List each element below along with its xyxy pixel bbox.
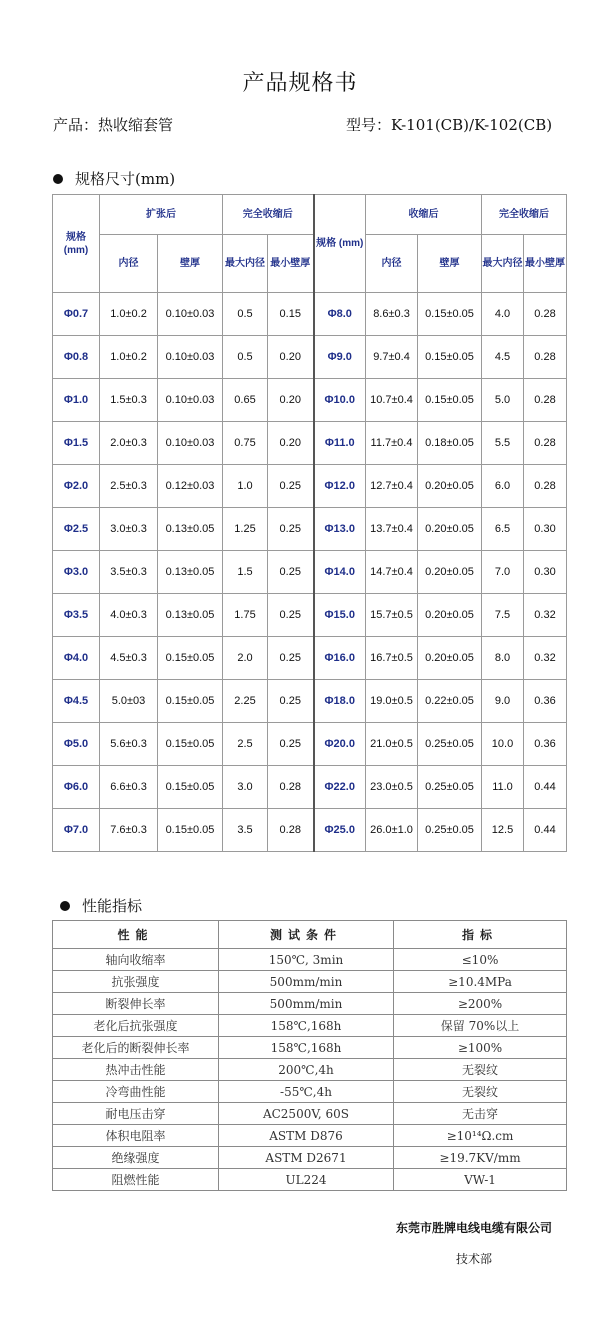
header-wall-right: 壁厚 (418, 235, 482, 293)
cell-max-inner-right: 8.0 (482, 637, 524, 680)
cell-spec-left: Φ6.0 (53, 766, 100, 809)
cell-property: 热冲击性能 (53, 1059, 219, 1081)
cell-property: 体积电阻率 (53, 1125, 219, 1147)
cell-inner-dia-left: 2.5±0.3 (100, 465, 158, 508)
cell-spec-left: Φ5.0 (53, 723, 100, 766)
cell-min-wall-right: 0.30 (524, 551, 567, 594)
cell-wall-left: 0.13±0.05 (158, 551, 223, 594)
cell-spec-right: Φ8.0 (314, 293, 366, 336)
cell-max-inner-right: 4.5 (482, 336, 524, 379)
cell-wall-right: 0.20±0.05 (418, 551, 482, 594)
section-spec-label: 规格尺寸(mm) (75, 170, 176, 188)
perf-row (53, 1169, 567, 1191)
cell-property: 老化后抗张强度 (53, 1015, 219, 1037)
cell-max-inner-left: 1.0 (223, 465, 268, 508)
cell-min-wall-left: 0.25 (268, 637, 314, 680)
performance-table (52, 920, 567, 1191)
spec-row (53, 336, 567, 379)
cell-inner-dia-right: 9.7±0.4 (366, 336, 418, 379)
cell-max-inner-left: 1.25 (223, 508, 268, 551)
cell-inner-dia-right: 21.0±0.5 (366, 723, 418, 766)
cell-condition: -55℃,4h (219, 1081, 394, 1103)
cell-spec-left: Φ0.7 (53, 293, 100, 336)
cell-spec-right: Φ12.0 (314, 465, 366, 508)
cell-spec-right: Φ20.0 (314, 723, 366, 766)
cell-inner-dia-left: 1.0±0.2 (100, 336, 158, 379)
spec-row (53, 594, 567, 637)
spec-row (53, 293, 567, 336)
cell-max-inner-left: 0.65 (223, 379, 268, 422)
spec-row (53, 637, 567, 680)
cell-wall-right: 0.18±0.05 (418, 422, 482, 465)
cell-wall-right: 0.20±0.05 (418, 594, 482, 637)
cell-wall-left: 0.10±0.03 (158, 379, 223, 422)
cell-index: 保留 70%以上 (394, 1015, 567, 1037)
cell-condition: UL224 (219, 1169, 394, 1191)
cell-condition: 158℃,168h (219, 1015, 394, 1037)
spec-row (53, 508, 567, 551)
cell-min-wall-right: 0.36 (524, 680, 567, 723)
cell-wall-right: 0.20±0.05 (418, 637, 482, 680)
cell-min-wall-left: 0.15 (268, 293, 314, 336)
product-line: 产品：热收缩套管 (53, 116, 174, 134)
cell-wall-left: 0.15±0.05 (158, 723, 223, 766)
cell-spec-right: Φ15.0 (314, 594, 366, 637)
cell-inner-dia-right: 10.7±0.4 (366, 379, 418, 422)
cell-max-inner-left: 0.5 (223, 293, 268, 336)
cell-min-wall-left: 0.20 (268, 336, 314, 379)
cell-max-inner-left: 1.5 (223, 551, 268, 594)
cell-condition: 500mm/min (219, 971, 394, 993)
cell-max-inner-right: 6.5 (482, 508, 524, 551)
cell-min-wall-right: 0.28 (524, 379, 567, 422)
cell-wall-right: 0.15±0.05 (418, 293, 482, 336)
cell-spec-left: Φ1.0 (53, 379, 100, 422)
cell-index: ≥200% (394, 993, 567, 1015)
spec-row (53, 422, 567, 465)
cell-inner-dia-right: 26.0±1.0 (366, 809, 418, 852)
cell-max-inner-right: 10.0 (482, 723, 524, 766)
cell-index: ≥19.7KV/mm (394, 1147, 567, 1169)
cell-inner-dia-right: 23.0±0.5 (366, 766, 418, 809)
cell-condition: ASTM D876 (219, 1125, 394, 1147)
cell-spec-right: Φ25.0 (314, 809, 366, 852)
cell-spec-left: Φ0.8 (53, 336, 100, 379)
cell-max-inner-right: 11.0 (482, 766, 524, 809)
cell-inner-dia-right: 13.7±0.4 (366, 508, 418, 551)
header-min-wall-right: 最小壁厚 (524, 235, 567, 293)
bullet-icon (60, 901, 70, 911)
cell-min-wall-left: 0.25 (268, 723, 314, 766)
cell-min-wall-right: 0.28 (524, 336, 567, 379)
cell-condition: 158℃,168h (219, 1037, 394, 1059)
perf-row (53, 949, 567, 971)
spec-row (53, 379, 567, 422)
spec-row (53, 680, 567, 723)
cell-wall-left: 0.12±0.03 (158, 465, 223, 508)
perf-row (53, 1015, 567, 1037)
cell-spec-left: Φ3.0 (53, 551, 100, 594)
cell-min-wall-right: 0.30 (524, 508, 567, 551)
header-inner-dia-right: 内径 (366, 235, 418, 293)
section-perf-heading (60, 895, 142, 916)
cell-inner-dia-left: 2.0±0.3 (100, 422, 158, 465)
cell-index: ≥100% (394, 1037, 567, 1059)
cell-property: 阻燃性能 (53, 1169, 219, 1191)
cell-min-wall-right: 0.28 (524, 293, 567, 336)
cell-min-wall-left: 0.25 (268, 680, 314, 723)
cell-inner-dia-left: 3.5±0.3 (100, 551, 158, 594)
cell-spec-right: Φ10.0 (314, 379, 366, 422)
cell-condition: 500mm/min (219, 993, 394, 1015)
header-max-inner-right: 最大内径 (482, 235, 524, 293)
cell-inner-dia-left: 5.6±0.3 (100, 723, 158, 766)
cell-min-wall-right: 0.28 (524, 465, 567, 508)
cell-max-inner-left: 3.5 (223, 809, 268, 852)
cell-index: 无裂纹 (394, 1081, 567, 1103)
cell-max-inner-right: 12.5 (482, 809, 524, 852)
cell-inner-dia-right: 12.7±0.4 (366, 465, 418, 508)
cell-wall-left: 0.13±0.05 (158, 594, 223, 637)
cell-property: 老化后的断裂伸长率 (53, 1037, 219, 1059)
perf-row (53, 1125, 567, 1147)
company-name: 东莞市胜牌电线电缆有限公司 (396, 1221, 553, 1235)
department: 技术部 (456, 1252, 493, 1266)
cell-wall-right: 0.15±0.05 (418, 336, 482, 379)
cell-min-wall-left: 0.20 (268, 379, 314, 422)
cell-inner-dia-left: 4.5±0.3 (100, 637, 158, 680)
section-spec-heading (53, 168, 175, 189)
cell-spec-left: Φ1.5 (53, 422, 100, 465)
cell-min-wall-right: 0.44 (524, 766, 567, 809)
cell-inner-dia-left: 4.0±0.3 (100, 594, 158, 637)
cell-spec-right: Φ9.0 (314, 336, 366, 379)
spec-row (53, 809, 567, 852)
header-spec-left: 规格 (mm) (53, 195, 100, 293)
cell-condition: 150℃, 3min (219, 949, 394, 971)
header-min-wall-left: 最小壁厚 (268, 235, 314, 293)
cell-max-inner-left: 2.5 (223, 723, 268, 766)
cell-max-inner-right: 4.0 (482, 293, 524, 336)
cell-min-wall-left: 0.25 (268, 465, 314, 508)
cell-wall-right: 0.15±0.05 (418, 379, 482, 422)
cell-wall-right: 0.20±0.05 (418, 508, 482, 551)
header-shrunk: 收缩后 (366, 195, 482, 235)
cell-spec-left: Φ3.5 (53, 594, 100, 637)
header-full-shrink-right: 完全收缩后 (482, 195, 567, 235)
cell-spec-left: Φ4.0 (53, 637, 100, 680)
spec-table (52, 194, 567, 852)
cell-wall-left: 0.15±0.05 (158, 637, 223, 680)
perf-row (53, 1037, 567, 1059)
perf-row (53, 993, 567, 1015)
cell-wall-left: 0.15±0.05 (158, 809, 223, 852)
cell-max-inner-right: 7.5 (482, 594, 524, 637)
section-perf-label: 性能指标 (82, 897, 143, 915)
header-expanded: 扩张后 (100, 195, 223, 235)
cell-min-wall-left: 0.28 (268, 809, 314, 852)
cell-wall-right: 0.25±0.05 (418, 809, 482, 852)
header-wall-left: 壁厚 (158, 235, 223, 293)
cell-index: 无击穿 (394, 1103, 567, 1125)
cell-inner-dia-left: 7.6±0.3 (100, 809, 158, 852)
cell-index: ≥10.4MPa (394, 971, 567, 993)
perf-row (53, 1081, 567, 1103)
cell-max-inner-left: 0.75 (223, 422, 268, 465)
cell-min-wall-right: 0.28 (524, 422, 567, 465)
cell-spec-right: Φ14.0 (314, 551, 366, 594)
cell-spec-left: Φ7.0 (53, 809, 100, 852)
cell-property: 轴向收缩率 (53, 949, 219, 971)
cell-wall-right: 0.25±0.05 (418, 723, 482, 766)
cell-property: 绝缘强度 (53, 1147, 219, 1169)
cell-inner-dia-right: 14.7±0.4 (366, 551, 418, 594)
cell-max-inner-right: 5.5 (482, 422, 524, 465)
cell-max-inner-left: 2.25 (223, 680, 268, 723)
perf-header-condition: 测试条件 (219, 921, 394, 949)
perf-row (53, 1147, 567, 1169)
cell-condition: 200℃,4h (219, 1059, 394, 1081)
header-spec-right: 规格 (mm) (314, 195, 366, 293)
cell-condition: ASTM D2671 (219, 1147, 394, 1169)
header-max-inner-left: 最大内径 (223, 235, 268, 293)
perf-header-index: 指标 (394, 921, 567, 949)
document-title: 产品规格书 (242, 71, 358, 96)
cell-wall-right: 0.22±0.05 (418, 680, 482, 723)
cell-spec-left: Φ2.0 (53, 465, 100, 508)
cell-max-inner-left: 0.5 (223, 336, 268, 379)
cell-wall-left: 0.10±0.03 (158, 293, 223, 336)
cell-max-inner-left: 2.0 (223, 637, 268, 680)
cell-spec-right: Φ16.0 (314, 637, 366, 680)
cell-min-wall-left: 0.25 (268, 551, 314, 594)
cell-wall-left: 0.15±0.05 (158, 680, 223, 723)
cell-min-wall-left: 0.28 (268, 766, 314, 809)
cell-max-inner-right: 5.0 (482, 379, 524, 422)
cell-property: 断裂伸长率 (53, 993, 219, 1015)
cell-index: VW-1 (394, 1169, 567, 1191)
cell-spec-right: Φ22.0 (314, 766, 366, 809)
cell-wall-right: 0.25±0.05 (418, 766, 482, 809)
cell-wall-left: 0.15±0.05 (158, 766, 223, 809)
cell-inner-dia-left: 1.0±0.2 (100, 293, 158, 336)
spec-row (53, 723, 567, 766)
cell-index: ≥10¹⁴Ω.cm (394, 1125, 567, 1147)
cell-max-inner-left: 1.75 (223, 594, 268, 637)
cell-max-inner-right: 7.0 (482, 551, 524, 594)
cell-max-inner-left: 3.0 (223, 766, 268, 809)
perf-row (53, 1103, 567, 1125)
header-inner-dia-left: 内径 (100, 235, 158, 293)
cell-wall-right: 0.20±0.05 (418, 465, 482, 508)
cell-index: 无裂纹 (394, 1059, 567, 1081)
cell-spec-right: Φ11.0 (314, 422, 366, 465)
cell-spec-left: Φ2.5 (53, 508, 100, 551)
cell-min-wall-right: 0.32 (524, 594, 567, 637)
spec-row (53, 551, 567, 594)
cell-inner-dia-left: 5.0±03 (100, 680, 158, 723)
cell-property: 冷弯曲性能 (53, 1081, 219, 1103)
cell-spec-right: Φ13.0 (314, 508, 366, 551)
cell-spec-left: Φ4.5 (53, 680, 100, 723)
cell-property: 抗张强度 (53, 971, 219, 993)
perf-row (53, 971, 567, 993)
cell-inner-dia-left: 6.6±0.3 (100, 766, 158, 809)
cell-condition: AC2500V, 60S (219, 1103, 394, 1125)
bullet-icon (53, 174, 63, 184)
cell-inner-dia-right: 8.6±0.3 (366, 293, 418, 336)
perf-row (53, 1059, 567, 1081)
cell-index: ≤10% (394, 949, 567, 971)
spec-row (53, 766, 567, 809)
spec-row (53, 465, 567, 508)
perf-header-property: 性能 (53, 921, 219, 949)
cell-property: 耐电压击穿 (53, 1103, 219, 1125)
cell-wall-left: 0.13±0.05 (158, 508, 223, 551)
cell-min-wall-right: 0.32 (524, 637, 567, 680)
cell-spec-right: Φ18.0 (314, 680, 366, 723)
cell-min-wall-left: 0.25 (268, 594, 314, 637)
cell-max-inner-right: 6.0 (482, 465, 524, 508)
model-line: 型号：K-101(CB)/K-102(CB) (346, 116, 553, 134)
cell-min-wall-right: 0.36 (524, 723, 567, 766)
cell-min-wall-left: 0.25 (268, 508, 314, 551)
cell-inner-dia-left: 1.5±0.3 (100, 379, 158, 422)
cell-inner-dia-right: 15.7±0.5 (366, 594, 418, 637)
cell-max-inner-right: 9.0 (482, 680, 524, 723)
cell-inner-dia-right: 11.7±0.4 (366, 422, 418, 465)
cell-inner-dia-left: 3.0±0.3 (100, 508, 158, 551)
cell-wall-left: 0.10±0.03 (158, 422, 223, 465)
cell-inner-dia-right: 19.0±0.5 (366, 680, 418, 723)
cell-wall-left: 0.10±0.03 (158, 336, 223, 379)
cell-inner-dia-right: 16.7±0.5 (366, 637, 418, 680)
cell-min-wall-left: 0.20 (268, 422, 314, 465)
cell-min-wall-right: 0.44 (524, 809, 567, 852)
header-full-shrink-left: 完全收缩后 (223, 195, 314, 235)
